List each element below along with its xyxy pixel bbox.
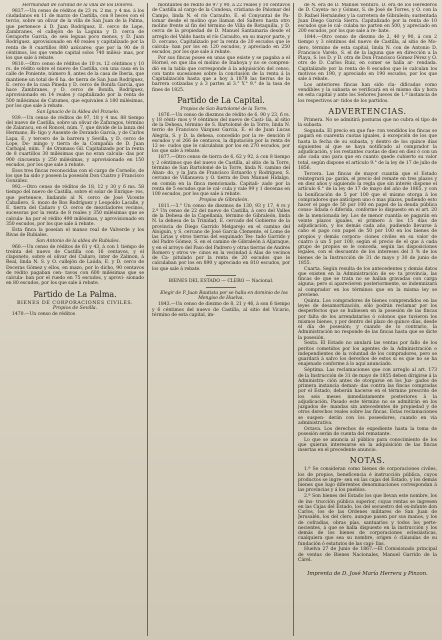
paragraph: 992.—Otro censo de réditos de 18, 12 y 30 y 6 ms. 58 tiempo del nuevo de Castilla, sobre el solar de Enrique- ros, que pertenece, lindando al N. cerco de José Vicente Caballero, S. mozo de Ros Rodríguez y Leopoldo Lacalle, y E. tierra del Cañaro y O. cerco de mezcladores vecinos, sucesoras por la renta de 8 reales y 350 milésimas que se calcula- ba por el rédito 490 milésimas, y aprovisionado en 350 escudos, por los que sale á rebate. — [6, 185, 144, 227]
paragraph: 9837.—Un censo de réditos de 23 rs. 2 ms. y 4 ms. á los ciudadanos en 11 de marzo de Castilla, con 8 heces con el tercio, sobre un olivar de la villa de San Juan de la Palma, que pertenece á D. Juan Rodríguez, E. cerco de Lepe, Zambranes, el callejón de la Laguna y D. cerca de Geraporte García, de seis leguas poco menos, y D. Juan Rodríguez, aprovisionado en 40 reales y capitalizado por la renta de 8 cuartillos 880 azúcares; que por la 90 de 8 céntimos, los que vende capital solos 740 milési- mas, por los que sale á rebate. — [6, 8, 144, 62]
section-subheading: Propios de San Bartolomé de la Torre. — [180, 106, 268, 112]
paragraph: Quinta. Los compradores de bienes comprendidos en las leyes de desamortización, sólo podrán reclamar por los desperfectos que se hubiesen en la posesión de las fincas por falta de los arrendatarios ó colonos que tuvieron los mismos bienes, y por dentro del plazo de quince días, desde el día de posesión; y cuando de lo contrario, la Administración no responde de las fincas hasta que se dicte la posesión. — [298, 298, 437, 341]
section-divider — [206, 275, 236, 276]
section-subheading: Hermandad de caridad de la villa de los Dolores. — [22, 3, 134, 8]
paragraph: Sexta. El Estado no anulará las ventas por fallo de los peritos cometidos por los agentes de la Administración o independientes de la voluntad de los compradores, pero se guardará á salvo los derechos de estos si es que no se ha enajenado conforme á lo aquí anunciado. — [298, 341, 437, 368]
group-subtitle: Propios de Sevilla. — [52, 306, 98, 312]
column-divider — [293, 3, 294, 636]
section-heading: Partido de La Capital. — [177, 95, 265, 105]
paragraph: Séptima. Las reclamaciones que con arreglo al art. 173 de la Instrucción de 31 de mayo de 1855 deben dirigirse á la Administra- ción antes de otorgarse en los Juz- gados de primera instancia deman- das contra las fincas compradas por el Estado, deberán hacerse en el término prescrito de los seis meses inmediatamente posteriores á la adjudicación. Pasado este término no se admitirán en los juzgados de- mandas sin antecedentes de propiedad y de otros derechos reales sobre las fincas. Estas reclamaciones se suspen- derán con los poseedores, cuando en vía administrativa. — [298, 368, 437, 426]
printer-imprint: Imprenta de D. José María Herrera y Pinzon. — [307, 571, 428, 578]
paragraph: 1877.—Otro censo de tierra de 6, 62 y 92, á con 8 tiempo y 2 céntimos que del nuevo de Castilla, al sitio de la Torre, término de San Bartolomé de la Torre, linda N. camino del Aban- do, y la Jara de Francisco Estuardo y Rodríguez, S. cercano de Villanueva y O. tierra de Don Manuel Hidalgo, en común en la finca mencionada. Capitali- zado por la renta de 5 escudos que le cal- cula y vale 99 y 1 decenas en 100 escudos, por los que sale á rebate. — [152, 155, 290, 198]
paragraph: Octava. Los derechos de expediente hasta la toma de posesión serán de cuenta del rematante. — [298, 426, 437, 437]
group-title: BIENES DE CORPORACIONES CIVILES. — [16, 300, 133, 306]
paragraph: Tercera. Las fincas de mayor cuantía que el Estado reintegrará pa- garán, el precio del remate en tres plazos y en diez años y siguiendo la regla que sin interés dispone el artículo 6.° de la ley de 17 de mayo del año de 1865, y con la bonificación de 5 por 100 que el mismo otorga á los compradores que anticipen uno ó mas plazos, pudiendo esto hacer el pago de 50 por 100 en papel de la deuda pública conso- lidada ó diferida, conforme lo dispuesto en el art. 20 de la mencionada ley. Los de menor cuantía se pagarán en veinte plazos iguales, el primero á los 15 días de adjudicación, y los demás cada año, pudiendo llevarse á cabo el pago con papel de 50 por 100 en los bienes de propios y demás corpora- ciones civiles en su valor de cuatro á un 5 por 100, según el precio de el que á cada grupo de propios se le conceda, según las disposiciones legales, con el descuento de los intereses del 3 % de los bienes de la Instrucción de 31 de mayo y 30 de junio de 1855. — [298, 171, 437, 266]
paragraph: Esos tres fincas reconocidas con el cargo de Cornelio, de los que ha sido y poseen la posesión Don Cuatro y Francisco González. — [6, 168, 144, 185]
section-divider — [206, 287, 236, 288]
column-divider — [147, 3, 148, 636]
paragraph: 9810.—Otro censo de réditos de 10 rs. 12 céntimos y 10 rs. de rédito sobre el nuevo de Castilla, con una casa en la calle de Poniente, número 8, antes de la casa de Iberia, que mantiene un total de 6 ha. de tierra de San Juan Rodríguez, E. cerco de la casa Pineda y D. cerco de Bonifa García, que hace Zambranes, y D. cerco de Bonifa, Rodríguez, aprovisionado en 14 reales y capitalizado por la renta de 500 milésimas de Catumes, que equivalen á 180 milésimas, por los que sale á rebate. — [6, 61, 144, 109]
paragraph: Por sus fincas posee en unas que existe y se pagaba a el Hornel, en que iba el molino de Inahoya y no se compren- dió en la tabla que corresponde á la adquisición del censo, con tanto sucesiones sobre la conclusión de la renta á la Capitalización hasta que a hoy á 1878 las tierras de la barrera cotizadas y á 3 partes al 3.° Y.° 9.° de la tasa de fines de 1825. — [152, 56, 290, 93]
column-middle — [152, 3, 290, 636]
paragraph: 1811.—3.° Un censo de diezmos de 130, 93 y 17, 4 rs y 2.º Un censo de 22 del nuevo de Castilla, á cero del Valles de la Dehesa de la Capellanía, término de Gibraleón, linda N. la dehesa de la Trinidad, E. cercado del Gobierno de la provincia de Diego Garrido Melgarejo en el camino del Aloiguin, y S. cercano de José García Clemente, el Lome de las Lirias y otros tierras del esquinado Tes- tado Garrido y del Padre Gómez, S. en el camino de Gibraleón á Aljaraque, y en el arroyo del Paso del Padrero y otras tierras de Andrés Romero y otros ve- cinos en la vecindad á Alas de vecinos de Ca- pitulado por la renta de 20 escudos que le calculaban por los en 890 y apreciado en 810 escudos, por los que sale á rebate. — [152, 203, 290, 272]
paragraph: 1470.—Un censo de réditos — [12, 311, 76, 317]
column-left — [6, 3, 144, 636]
section-heading: ADVERTENCIAS. — [328, 106, 407, 116]
section-heading: Partido de La Palma. — [33, 289, 117, 299]
paragraph: 960.—Un censo de réditos de 61 y 43, á con 1 tiempo de treinta del nuevo de Castilla con 16 centavos, y el claponeto, sobre el olivar del Cañaro, inter de Zalmon, á Real, linda N. S. y O. callejón de Laúda, E. y D. cerco de Doceras Gómez y ellos, en mazo, por lo dicho, 90 centavos de rédito pagaban cen- tavos con 600 milésimas que se calcula- ban por el ruedo en 75 escudos, y aprovi- sionado en 80 escudos, por los que sale á rebate. — [6, 244, 144, 287]
paragraph: 1844.—Otro censo de diezmo de 2, 40 y 90, á con 2 tiempo y 3 céntimos del nuevo de Castilla, al sitio de Mo- dero, término de esta capital, linda N. con de Antonio D. Francisco Varelo, S. el de la laguna que en dirección a la Playa, S. los D. y D. otra de Don Francisco Gómez Pérez y O. otro de D. Carlos Ruiz, en comer se halla ar- rendada. Capitalizado por la renta de 8 escudos que le calculan los motivos en 190, y apreciado en 190 escudos, por los que sale á rebate. — [298, 35, 437, 83]
notes-heading: NOTAS. — [349, 456, 386, 466]
paragraph: Lo que se anuncia al público para conocimiento de los que quieran interesarse en la adquisición de las fincas insertas en el precedente anuncio. — [298, 437, 437, 454]
section-subheading: Propios de Gibraleón. — [199, 197, 249, 203]
paragraph: montantes de rédito de 97 y 90, á 22 reales y 10 centavos de Castilla al cargo de la Condesa, cristiana de Palomar del Campo, linda N. el río Caraulto, E. el Conyuntal de Pa- lomar desde el molino que llaman del Saltero hasta otro molino frente al fin del término de Villa de Rotaquilla, y D. cerca de la propiedad de D. Manuel Santamaria desde el arreglo del Valdo hasta el río Caraulto, en su mayor parte, y D. cercano, Capitalizado por la renta de 20 escudos que le calcula- ban por los en 120 escudos, y apreciado en 250 escudos, por los que sale á rebate. — [152, 3, 290, 56]
paragraph: 939.—Un censo de réditos de 97, 18 y 4 ms. 88 tiempo del nuevo de Castilla, sobre un olivar de Zafaragos, término de Zalaracu, en el Roncel, núm. 7, que divide de la lanza del Hermano, Bi- tigo y Ausente de Dorando García, y de Carlos Lapa, E. y tercero de la barrera y Sevilla, y D. cerco de Lope, Do- mingo y tierra de la Compañía de D. Juan Carbajal, núm. 7 de Oramaso Gil. Capitalizado por la renta de 8 cuartillos 30 milésimas que no eran calcula- das por 900 cincuenta y 250 milésimas, y aprovisionado en 150 escudos, por los que sale á rebate. — [6, 115, 144, 168]
paragraph: 1876.—Un censo de diezmos de rédito de 6, 90 y 23, 6 rs. y 18 cénti- mos y 9 céntimos del nuevo de Casti- lla, al sitio de la Dehesa, término de S. Bartolomé de la Torre, linda N. terrio de Francisco Vázquez García, E. el de Juan Lucas Alegría, S. y D. la dehesa, concedido por la re- dención 8 escudos y el 266 de centavos, la diputación por la renta de 12 es- cudos que le calculaban por los en 270 escudos, por los que sale á rebate. — [152, 112, 290, 155]
section-group — [6, 301, 144, 312]
paragraph: 1.ª Se consideran como bienes de corporaciones civiles, los de propios, beneficencia é instrucción pública, cuyos productos se ingre- sen en las cajas del Estado, y los demás bienes que bajo diferentes denominaciones correspondan á las provincias y á los pueblos. — [298, 467, 437, 494]
paragraph: Esta finca la poseían el manso real de Valverde y los Rivas de Rubiales. — [6, 227, 144, 238]
section-subheading: San Antonio de la aldea de Rubiales. — [36, 238, 120, 244]
paragraph: Cuarta. Según resulta de los antecedentes y demás datos que existen en la Administración de es- ta provincia, las fincas de que se trata no se hallan gravadas con carga alguna; pero si aparecieren posteriormente, se indemnizará al comprador en los términos que en la misma ley se previene. — [298, 266, 437, 298]
group-title: BIENES DEL ESTADO — CLERO — Nacional. — [168, 278, 274, 284]
section-subheading: Elegir de P. Juan Bautista por se halla en dominio de los Mengiso de Huelva. — [160, 291, 288, 302]
paragraph: Los anteriores fincas han sido cla- dificadas como vendibles y la subasta se verificará en el mismo día y hora en esta capital y ante los Señores Jueces de 1.ª instancia de los respectivos ar- tidos de los partidos. — [298, 82, 437, 104]
paragraph: Primera. No se admitirá posturas que no cubra el tipo de la subasta. — [298, 117, 437, 129]
paragraph: 1843.—Un censo de diezmo de 8, 21 y 46, á son 6 tiempo y 6 céntimos del nuevo de Castilla, al sitio del Vicario, término de esta capital, im- — [152, 302, 290, 318]
paragraph: de N. era de D. Manuel Venturo, D. era de los Herederos de D. Cayeta- no y Gómez, S. de José de Torres, y O. con la D. Rafael Hernández y la carretera de Gibraleón; sustentada Juan Diego García Sierra. Capitalizado por la renta de 10 escudos que le cal- culaba no parten en 500, y apreciado en 200 escudos, por los que sale á re- bate. — [298, 3, 437, 35]
section-subheading: San Ignacio de la Aldea del Pozuelo. — [36, 109, 120, 115]
paragraph: Segunda. El precio en que fue- ron vendidos los fincas se pagará en cuarenta cuotas iguales, á excepción de los que hasta la fecha de su subasta, y dentro de los quince días siguientes al que se haya notificado al comprador la adjudicación, y los restantes cuotas de diez en diez ó con un año cada uno para que en cuanto quede cubierto su valor total, según dispone el artículo 9.° de la ley de 17 de julio de 1856. — [298, 129, 437, 171]
column-right — [298, 3, 437, 636]
paragraph: 2.ª Son bienes del Estado los que llevan este nombre, los de ins- trucción pública superior, cuyas rentas se ingresen en las Cajas del Estado, los del secuestro del ex-infante don Carlos, los de las Ordenes militares de San Juan de Jerusalén, los del clero, aunque pasen por sus manos, y los de cofradías, obras pías, santuarios y todos los perte- necientes, á que se halla dispuesto en la instrucción y los demás de los bienes de corporaciones eclesiásticas, cualquiera que sea su nombre, origen ó cláusulas de su fundación ó estatutos de las capi- llas. — [298, 494, 437, 547]
paragraph: Huelva 27 de Junio de 1867.—El Comisionado principal de ventas de Bienes Nacionales, Manuel Garrido de la Cárel. — [298, 547, 437, 563]
